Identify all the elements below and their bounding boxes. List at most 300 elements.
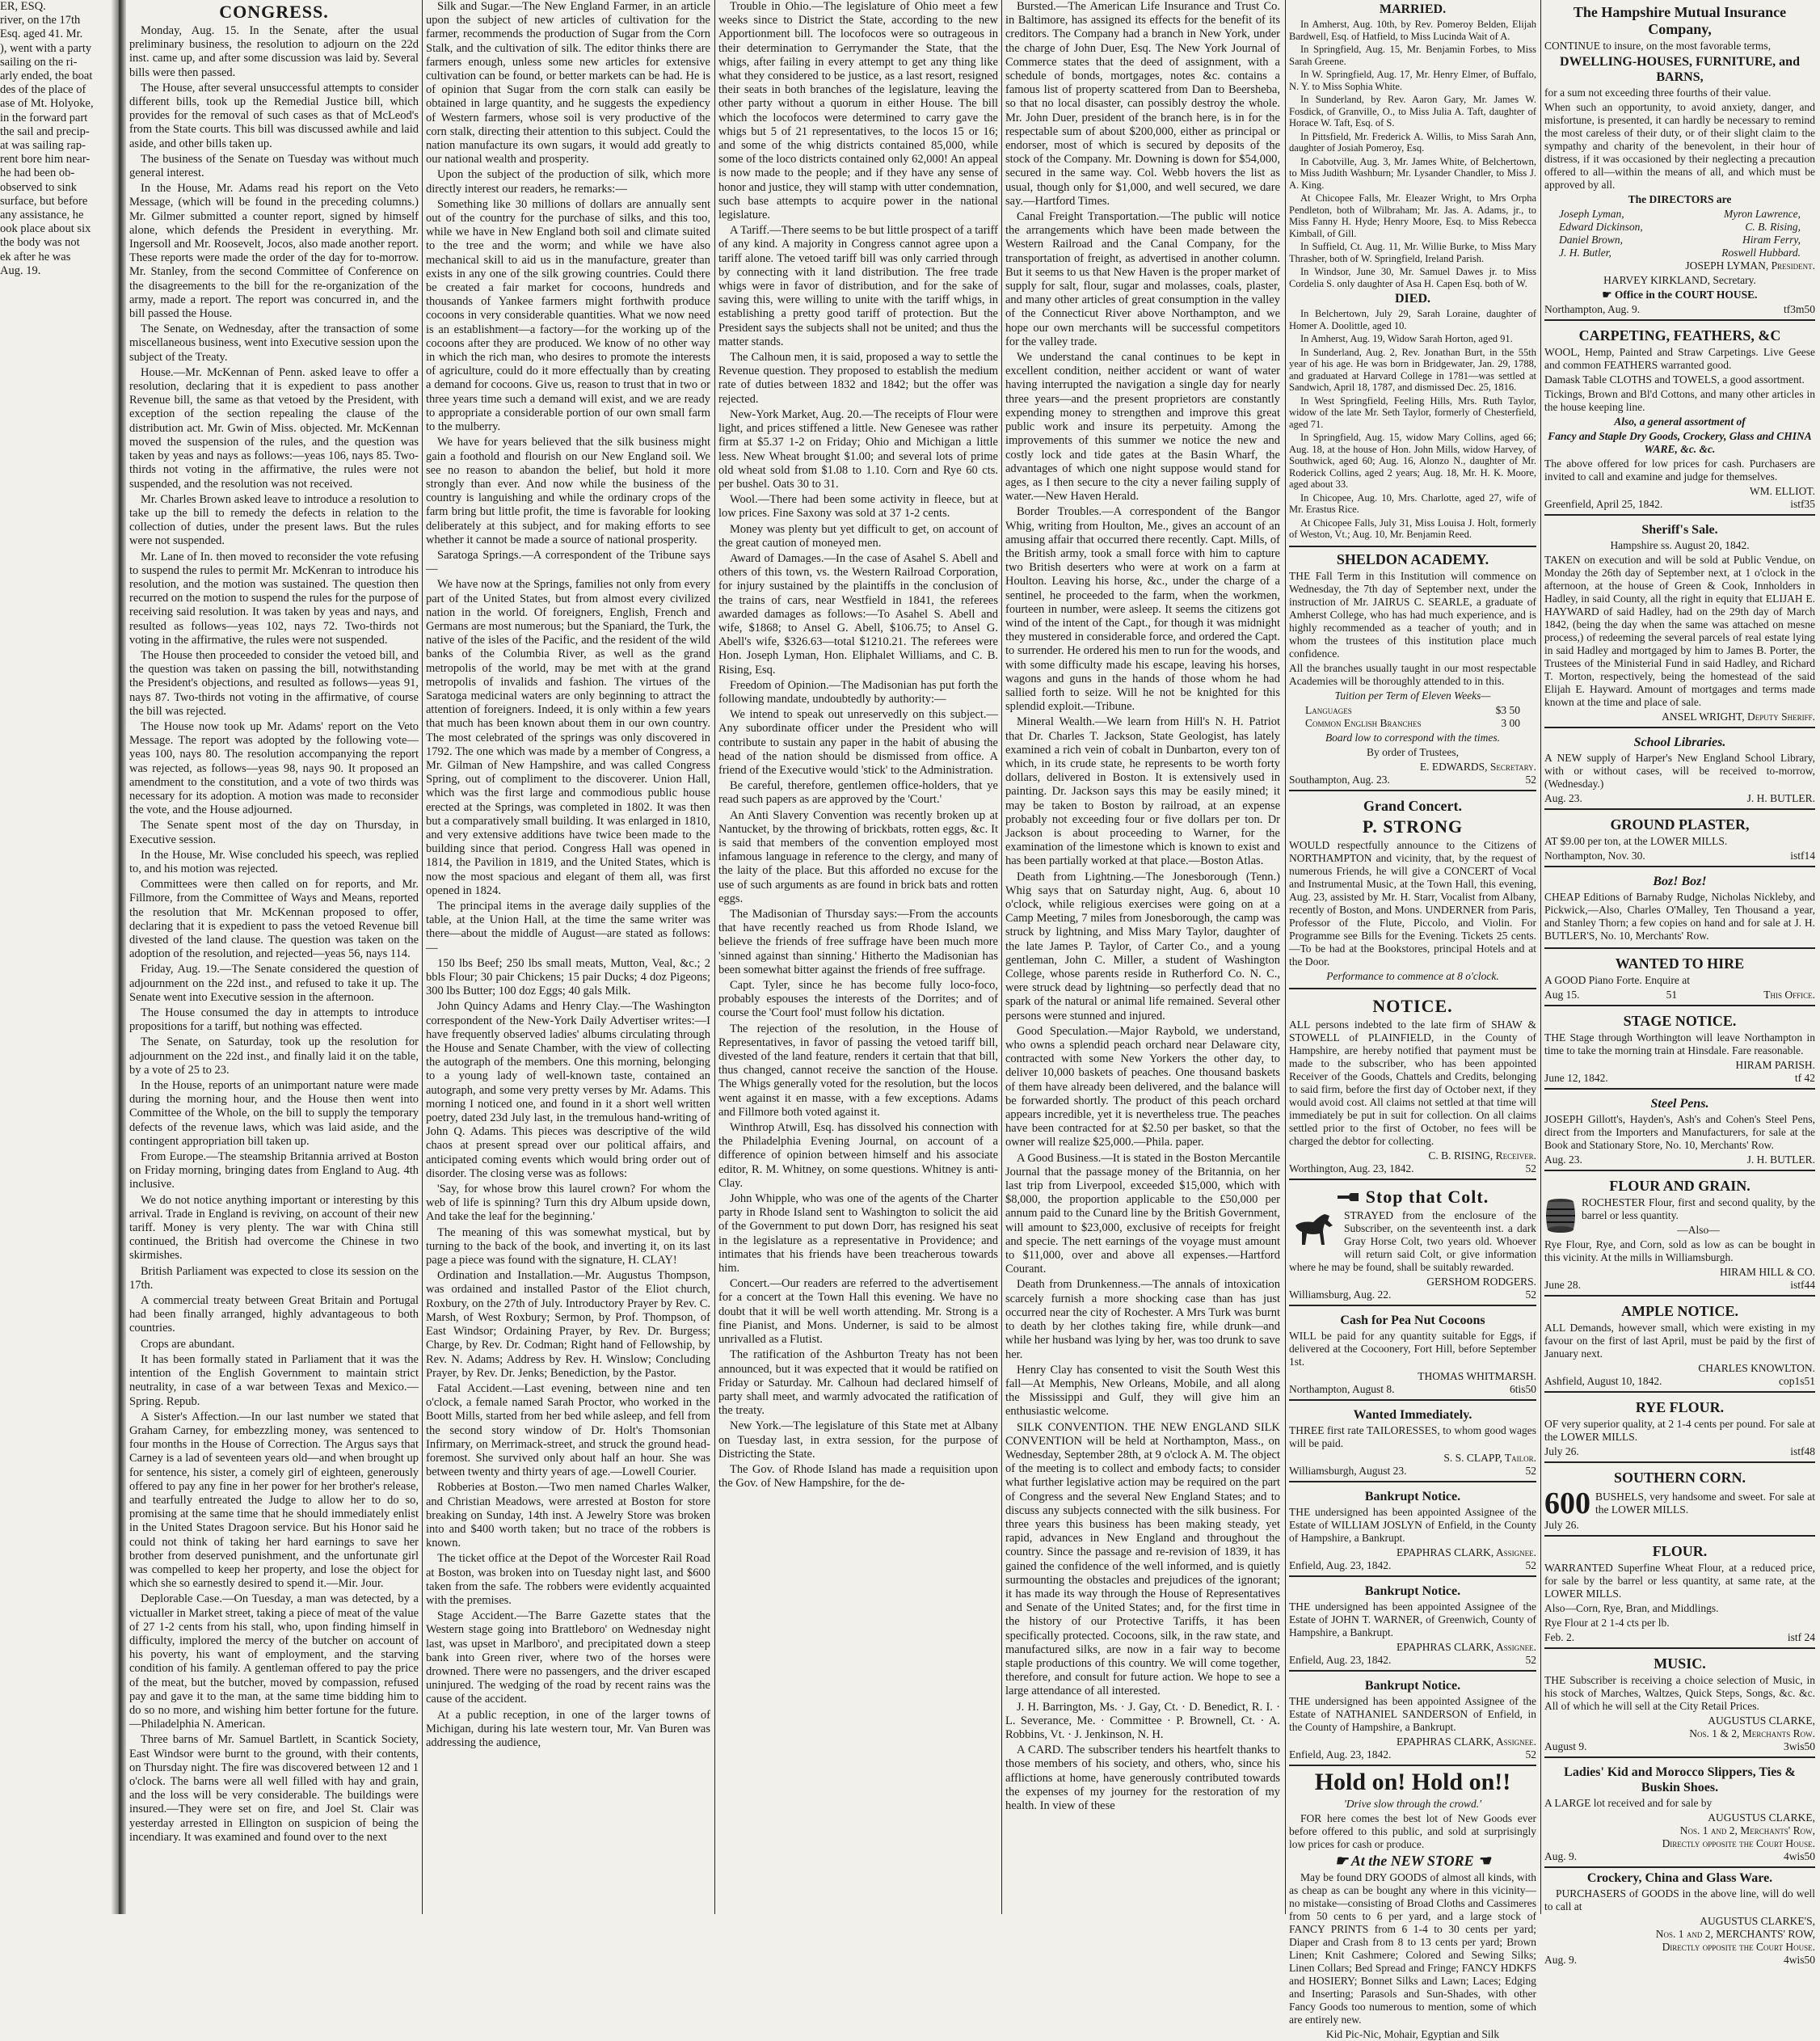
carpeting-body-6: The above offered for low prices for cash. Purchasers are invited to call and examine and judge for themselves. bbox=[1544, 458, 1815, 483]
bankrupt-place: Enfield, Aug. 23, 1842. bbox=[1289, 1558, 1392, 1571]
article-paragraph: The House consumed the day in attempts to introduce propositions for a tariff, but nothing was effected. bbox=[129, 1006, 419, 1034]
notice-num: 52 bbox=[1525, 1162, 1536, 1174]
bankrupt-body: THE undersigned has been appointed Assignee of the Estate of WILLIAM JOSLYN of Enfield, in the County of Hampshire, a Bankrupt. bbox=[1289, 1505, 1536, 1544]
article-paragraph: Ordination and Installation.—Mr. Augustus Thompson, was ordained and installed Pastor of the Eliot church, Roxbury, on the 27th of July. Introductory Prayer by Rev. C. Marsh, of West Roxbury; Sermon, by Prof. Thompson, of East Windsor; Ordaining Prayer, by Rev. Dr. Burgess; Charge, by Rev. Dr. Codman; Right hand of Fellowship, by Rev. N. Adams; Address by Rev. H. Winslow; Concluding Prayer, by Rev. Dr. Jenks; Benediction, by the Pastor. bbox=[426, 1269, 710, 1380]
fragment-line: river, on the 17th bbox=[0, 14, 81, 27]
music-ad bbox=[1544, 1651, 1815, 1758]
ohio-articles bbox=[718, 0, 998, 1491]
fragment-line: the sail and precip- bbox=[0, 124, 90, 138]
marriage-notice: In W. Springfield, Aug. 17, Mr. Henry Elmer, of Buffalo, N. Y. to Miss Sophia White. bbox=[1289, 69, 1536, 92]
article-paragraph: Wool.—There had been some activity in fleece, but at low prices. Fine Saxony was sold at 37 1-2 cents. bbox=[718, 493, 998, 521]
wanted-num: 52 bbox=[1525, 1464, 1536, 1477]
fragment-line: rent bore him near- bbox=[0, 153, 91, 167]
wanted-place: Williamsburgh, August 23. bbox=[1289, 1464, 1407, 1477]
article-paragraph: Monday, Aug. 15. In the Senate, after the usual preliminary business, the resolution to adjourn on the 22d inst. came up, and after some discussion was laid by. Several bills were then passed. bbox=[129, 24, 419, 79]
hire-office: This Office. bbox=[1763, 989, 1815, 1001]
tuition-value: $3 50 bbox=[1495, 703, 1520, 716]
fragment-line: Aug. 19. bbox=[0, 264, 41, 277]
flour-grain-also: —Also— bbox=[1677, 1224, 1720, 1236]
article-paragraph: We intend to speak out unreservedly on this subject.—Any subordinate officer under the President who will contribute to sustain any paper in the habit of abusing the head of the nation should be dismissed from office. A friend of the Executive would 'stick' to the Administration. bbox=[718, 708, 998, 777]
article-paragraph: The ticket office at the Depot of the Worcester Rail Road at Boston, was broken into on Tuesday night last, and $600 taken from the safe. The robbers were evidently acquainted with the premises. bbox=[426, 1552, 710, 1607]
director-name: Roswell Hubbard. bbox=[1721, 247, 1801, 259]
death-notice: In Springfield, Aug. 15, widow Mary Collins, aged 66; Aug. 18, at the house of Hon. John Mills, widow Harvey, of Southwick, aged 60; Aug. 16, Alonzo N., daughter of Mr. Roderick Collins, aged 2 years; Aug. 18, Mr. H. K. Moore, aged about 33. bbox=[1289, 432, 1536, 490]
article-paragraph: The Senate, on Wednesday, after the transaction of some miscellaneous business, went into Executive session upon the subject of the Treaty. bbox=[129, 323, 419, 364]
barrel-icon bbox=[1544, 1198, 1577, 1233]
congress-heading: CONGRESS. bbox=[219, 2, 329, 22]
hold-on-title: Hold on! Hold on!! bbox=[1314, 1768, 1511, 1795]
insurance-president: JOSEPH LYMAN, President. bbox=[1685, 259, 1815, 272]
bursted-articles bbox=[1005, 0, 1280, 1813]
stage-place: June 12, 1842. bbox=[1544, 1072, 1608, 1084]
corn-ad bbox=[1544, 1465, 1815, 1537]
cocoons-signature: THOMAS WHITMARSH. bbox=[1418, 1369, 1536, 1382]
ladies-address: Nos. 1 and 2, Merchants' Row, bbox=[1679, 1824, 1815, 1836]
director-name: Hiram Ferry, bbox=[1742, 234, 1801, 246]
sheriff-dateline: Hampshire ss. August 20, 1842. bbox=[1610, 539, 1750, 551]
boz-ad bbox=[1544, 870, 1815, 949]
death-notice: In Belchertown, July 29, Sarah Loraine, daughter of Homer A. Doolittle, aged 10. bbox=[1289, 308, 1536, 331]
article-paragraph: We have now at the Springs, families not only from every part of the United States, but from almost every civilized nation in the world. Of foreigners, English, French and Germans are most numerous; but the Spaniard, the Turk, the native of the isles of the Pacific, and the resident of the wild banks of the Columbia River, as well as the grand metropolis of the world, may be met with at the grand metropolis of invalids and fashion. The virtues of the Saratoga medicinal waters are only beginning to attract the attention of foreigners. Indeed, it is only within a few years that much has been known about them in our own country. The most celebrated of the springs was only discovered in 1792. The one which was made by a member of Congress, a Mr. Gilman of New Hampshire, and was called Congress Spring, out of compliment to the discoverer. Union Hall, which was the first large and commodious public house erected at the Springs, was completed in 1802. It was then but a comparatively small building. It was enlarged in 1810, and very extensive additions have twice been made to the building since that period. Congress Hall was opened in 1814, the Pavilion in 1819, and the United States, which is now the most spacious and elegant of them all, was first opened in 1824. bbox=[426, 578, 710, 897]
article-paragraph: In the House, Mr. Wise concluded his speech, was replied to, and his motion was rejected. bbox=[129, 848, 419, 875]
crockery-title: Crockery, China and Glass Ware. bbox=[1586, 1871, 1773, 1885]
left-fragment-column bbox=[0, 0, 110, 1914]
death-notice: In West Springfield, Feeling Hills, Mrs. Ruth Taylor, widow of the late Mr. Seth Taylor, formerly of Chesterfield, aged 71. bbox=[1289, 394, 1536, 430]
insurance-secretary: HARVEY KIRKLAND, Secretary. bbox=[1603, 274, 1756, 286]
boz-title: Boz! Boz! bbox=[1653, 875, 1707, 888]
new-store-heading bbox=[1289, 1853, 1536, 1870]
article-paragraph: Friday, Aug. 19.—The Senate considered the question of adjournment on the 22d inst., and refused to take it up. The Senate went into Executive session in the afternoon. bbox=[129, 963, 419, 1004]
sheriff-title: Sheriff's Sale. bbox=[1641, 523, 1718, 537]
carpeting-body-5: Fancy and Staple Dry Goods, Crockery, Glass and CHINA WARE, &c. &c. bbox=[1548, 430, 1812, 455]
pointing-hand-icon: ☛ bbox=[1334, 1852, 1351, 1869]
bankrupt-num: 52 bbox=[1525, 1558, 1536, 1571]
carpeting-title: CARPETING, FEATHERS, &C bbox=[1578, 327, 1781, 344]
flour-place: Feb. 2. bbox=[1544, 1631, 1575, 1643]
married-list bbox=[1289, 19, 1536, 289]
school-signature: J. H. BUTLER. bbox=[1746, 792, 1815, 804]
hold-on-body-2: May be found DRY GOODS of almost all kinds, with as cheap as can be bought any where in this vicinity—no mistake—consisting of Broad Cloths and Cassimeres from 50 cents to 6 per yard, and a large stock of FANCY PRINTS from 6 1-4 to 30 cents per yard; Diaper and Crash from 8 to 13 cents per yard; Brown Linen; Knit Cashmere; Colored and Sewing Silks; Linen Collars; Bed Spread and Fringe; FANCY HDKFS and HOSIERY; Bonnet Silks and Lawn; Laces; Edging and Inserting; Parasols and Sun-Shades, with other Fancy Goods too numerous to mention, some of which are entirely new. bbox=[1289, 1870, 1536, 2026]
flour-grain-body-1: ROCHESTER Flour, first and second quality, by the barrel or less quantity. bbox=[1582, 1196, 1815, 1221]
article-paragraph: New York.—The legislature of this State met at Albany on Tuesday last, in extra session, for the purpose of Districting the State. bbox=[718, 1419, 998, 1461]
marriage-notice: At Chicopee Falls, Mr. Eleazer Wright, to Mrs Orpha Pendleton, both of Wilbraham; Mr. Jas. A. Adams, jr., to Miss Fanny H. Hyde; Henry Moore, Esq. to Miss Rebecca Kimball, of Gill. bbox=[1289, 192, 1536, 239]
pens-title: Steel Pens. bbox=[1650, 1097, 1709, 1111]
crockery-footer bbox=[1544, 1954, 1815, 1967]
plaster-body: AT $9.00 per ton, at the LOWER MILLS. bbox=[1544, 835, 1728, 847]
insurance-body-2: DWELLING-HOUSES, FURNITURE, and BARNS, bbox=[1560, 55, 1800, 84]
marriage-notice: In Cabotville, Aug. 3, Mr. James White, of Belchertown, to Miss Judith Washburn; Mr. Lysander Chandler, to Miss J. A. King. bbox=[1289, 155, 1536, 191]
concert-title: Grand Concert. bbox=[1363, 797, 1462, 814]
school-footer bbox=[1544, 792, 1815, 805]
article-paragraph: Canal Freight Transportation.—The public will notice the arrangements which have been made between the Western Railroad and the Canal Company, for the transportation of freight, as advertised in another column. But it seems to us that New Haven is the proper market of supply for salt, flour, sugar and molasses, coals, plaster, and many other articles of great consumption in the valley of the Connecticut River above Northampton, and we hope our own merchants will be successful competitors for the valley trade. bbox=[1005, 210, 1280, 348]
article-paragraph: We have for years believed that the silk business might gain a foothold and flourish on our New England soil. We see no reason to abandon the belief, but hold it more strongly than ever. And now while the business of the country is languishing and while the ordinary crops of the farm bring but little profit, the time is favorable for looking deliberately at this subject, and for making efforts to see whether it cannot be made a source of national prosperity. bbox=[426, 436, 710, 546]
bankrupt-signature: EPAPHRAS CLARK, Assignee. bbox=[1396, 1735, 1536, 1748]
plaster-place: Northampton, Nov. 30. bbox=[1544, 850, 1645, 862]
article-paragraph: Upon the subject of the production of silk, which more directly interest our readers, he remarks:— bbox=[426, 168, 710, 196]
cocoons-title: Cash for Pea Nut Cocoons bbox=[1340, 1313, 1485, 1327]
article-paragraph: The Senate, on Saturday, took up the resolution for adjournment on the 22d inst., and finally laid it on the table, by a vote of 25 to 23. bbox=[129, 1035, 419, 1077]
insurance-office bbox=[1544, 289, 1815, 302]
stage-ad bbox=[1544, 1009, 1815, 1090]
pens-body: JOSEPH Gillott's, Hayden's, Ash's and Cohen's Steel Pens, direct from the Importers and Manufacturers, for sale at the Book and Stationary Store, No. 10, Merchants' Row. bbox=[1544, 1113, 1815, 1151]
pens-signature: J. H. BUTLER. bbox=[1746, 1153, 1815, 1166]
crockery-ad bbox=[1544, 1870, 1815, 1967]
board-note: Board low to correspond with the times. bbox=[1325, 731, 1501, 744]
colt-header bbox=[1289, 1185, 1536, 1209]
sheriff-signature: ANSEL WRIGHT, Deputy Sheriff. bbox=[1662, 711, 1815, 723]
pens-place: Aug. 23. bbox=[1544, 1153, 1582, 1166]
directors-title: The DIRECTORS are bbox=[1628, 193, 1732, 205]
insurance-footer bbox=[1544, 303, 1815, 316]
director-name: Joseph Lyman, bbox=[1559, 208, 1624, 220]
director-row bbox=[1544, 208, 1815, 221]
article-paragraph: A commercial treaty between Great Britain and Portugal had been finally arranged, highly advantageous to both countries. bbox=[129, 1294, 419, 1335]
school-body: A NEW supply of Harper's New England School Library, with or without cases, will be received to-morrow, (Wednesday.) bbox=[1544, 752, 1815, 790]
marriage-notice: In Springfield, Aug. 15, Mr. Benjamin Forbes, to Miss Sarah Greene. bbox=[1289, 44, 1536, 67]
column-rule bbox=[714, 0, 715, 1914]
article-paragraph: An Anti Slavery Convention was recently broken up at Nantucket, by the throwing of brickbats, rotten eggs, &c. It is said that members of the convention employed most infamous language in reference to the clergy, and many of the laity of the place. But this afforded no excuse for the use of such arguments as are found in brick bats and rotten eggs. bbox=[718, 808, 998, 905]
ladies-num: 4wis50 bbox=[1783, 1850, 1815, 1862]
crockery-direction: Directly opposite the Court House. bbox=[1662, 1941, 1815, 1953]
article-paragraph: A CARD. The subscriber tenders his heartfelt thanks to those members of his society, and others, who, since his afflictions at home, have generously contributed towards the expenses of my journey for the restoration of my health. In view of these bbox=[1005, 1744, 1280, 1812]
bankrupt-signature: EPAPHRAS CLARK, Assignee. bbox=[1396, 1640, 1536, 1653]
article-paragraph: The ratification of the Ashburton Treaty has not been announced, but it was expected that it would be ratified on Friday or Saturday. Mr. Calhoun had declared himself of party shall meet, and warmly advocated the ratification of the treaty. bbox=[718, 1348, 998, 1418]
article-paragraph: Henry Clay has consented to visit the South West this fall—At Memphis, New Orleans, Mobile, and all along the Mississippi and Gulf, they will give him an enthusiastic welcome. bbox=[1005, 1363, 1280, 1419]
director-row bbox=[1544, 234, 1815, 247]
bankrupt-body: THE undersigned has been appointed Assignee of the Estate of JOHN T. WARNER, of Greenwich, County of Hampshire, a Bankrupt. bbox=[1289, 1600, 1536, 1638]
marriage-notice: In Sunderland, by Rev. Aaron Gary, Mr. James W. Fosdick, of Granville, O., to Miss Julia A. Taft, daughter of Horace W. Taft, Esq. of S. bbox=[1289, 94, 1536, 129]
carpeting-signature: WM. ELLIOT. bbox=[1749, 485, 1815, 497]
carpeting-place: Greenfield, April 25, 1842. bbox=[1544, 498, 1663, 510]
school-title: School Libraries. bbox=[1633, 736, 1726, 749]
tuition-title: Tuition per Term of Eleven Weeks— bbox=[1334, 689, 1491, 702]
death-notice: In Amherst, Aug. 19, Widow Sarah Horton, aged 91. bbox=[1300, 333, 1513, 344]
plaster-num: istf14 bbox=[1790, 850, 1815, 862]
director-name: C. B. Rising, bbox=[1745, 221, 1801, 233]
music-address: Nos. 1 & 2, Merchants Row. bbox=[1689, 1727, 1815, 1739]
school-place: Aug. 23. bbox=[1544, 792, 1582, 804]
rye-place: July 26. bbox=[1544, 1445, 1579, 1457]
flour-footer bbox=[1544, 1631, 1815, 1644]
stage-signature: HIRAM PARISH. bbox=[1735, 1059, 1815, 1071]
concert-ad bbox=[1289, 794, 1536, 989]
corn-body: BUSHELS, very handsome and sweet. For sale at the LOWER MILLS. bbox=[1595, 1491, 1815, 1516]
new-store-label: At the NEW STORE bbox=[1350, 1852, 1474, 1869]
boz-body: CHEAP Editions of Barnaby Rudge, Nicholas Nickleby, and Pickwick,—Also, Charles O'Malley, Ten Thousand a year, and Stanley Thorn; a few copies on hand and for sale at J. H. BUTLER'S, No. 10, Merchants' Row. bbox=[1544, 891, 1815, 942]
director-name: Myron Lawrence, bbox=[1724, 208, 1801, 220]
column-rule bbox=[422, 0, 423, 1914]
ladies-footer bbox=[1544, 1850, 1815, 1863]
horse-icon bbox=[1289, 1211, 1339, 1248]
carpeting-num: istf35 bbox=[1790, 498, 1815, 510]
insurance-body-4: When such an opportunity, to avoid anxiety, danger, and misfortune, is presented, it can hardly be necessary to remind the most careless of their duty, or of their slight claim to the sympathy and charity of the benevolent, in their hour of distress, if it was occasioned by their neglecting a precaution offered to all—within the means of all, and which must be approved by all. bbox=[1544, 101, 1815, 191]
notice-place: Worthington, Aug. 23, 1842. bbox=[1289, 1162, 1414, 1174]
article-paragraph: John Quincy Adams and Henry Clay.—The Washington correspondent of the New-York Daily Advertiser writes:—I have frequently observed ladies' albums circulating through the House and Senate Chamber, with the view of collecting the autograph of the members. One this morning, belonging to a young lady of well-known taste, contained an autograph, and some very pretty verses by Mr. Adams. This morning I noticed one, and found in it a short well written poetry, dated 23d July last, in the tremulous hand-writing of John Q. Adams. This pieces was descriptive of the wild chaos at present spread over our political affairs, and anticipated coming events which would bring order out of disorder. The closing verse was as follows: bbox=[426, 1000, 710, 1180]
article-paragraph: Three barns of Mr. Samuel Bartlett, in Scantick Society, East Windsor were burnt to the ground, with their contents, on Thursday night. The fire was discovered between 12 and 1 o'clock. The barns were all well filled with hay and grain, and the loss will be very considerable. The buildings were insured.—They were set on fire, and Joel St. Clair was yesterday arrested in Ellington on suspicion of being the incendiary. It was examined and found over to the next bbox=[129, 1733, 419, 1844]
ample-ad bbox=[1544, 1299, 1815, 1393]
article-paragraph: Crops are abundant. bbox=[141, 1337, 235, 1351]
flour-grain-footer bbox=[1544, 1279, 1815, 1292]
flour-grain-num: istf44 bbox=[1790, 1279, 1815, 1291]
carpeting-body-3: Tickings, Brown and Bl'd Cottons, and many other articles in the house keeping line. bbox=[1544, 388, 1815, 413]
flour-body: WARRANTED Superfine Wheat Flour, at a reduced price, for sale by the barrel or less quantity, at same rate, at the LOWER MILLS. bbox=[1544, 1562, 1815, 1600]
director-name: Edward Dickinson, bbox=[1559, 221, 1643, 233]
article-paragraph: Committees were then called on for reports, and Mr. Fillmore, from the Committee of Ways and Means, reported the resolution that Mr. McKennan proposed to offer, declaring that it is expedient to pass the vetoed Revenue bill divested of the land clause. The question was taken on the adoption of the resolution, and rejected—yeas 56, nays 114. bbox=[129, 878, 419, 961]
school-ad bbox=[1544, 731, 1815, 810]
article-paragraph: 150 lbs Beef; 250 lbs small meats, Mutton, Veal, &c.; 2 bbls Flour; 30 pair Chickens; 15 pair Ducks; 4 doz Pigeons; 300 lbs Butter; 100 doz Eggs; 40 gals Milk. bbox=[426, 956, 710, 998]
married-column bbox=[1289, 0, 1536, 2040]
article-paragraph: Silk and Sugar.—The New England Farmer, in an article upon the subject of new articles of cultivation for the farmer, recommends the production of Sugar from the Corn Stalk, and the cultivation of silk. The editor thinks there are farmers enough, unless some new articles for extensive cultivation can be found, or better markets can be had. He is of opinion that Sugar from the corn stalk can easily be obtained in large quantity, and he suggests the expediency of Western farmers, whose soil is very productive of the corn stalk, directing their attention to this subject. Could the nation manufacture its own sugars, it would add greatly to our national wealth and prosperity. bbox=[426, 0, 710, 167]
music-title: MUSIC. bbox=[1654, 1655, 1706, 1672]
pointing-hand-icon bbox=[1337, 1191, 1361, 1204]
notice-title: NOTICE. bbox=[1372, 995, 1453, 1016]
crockery-num: 4wis50 bbox=[1783, 1954, 1815, 1966]
ohio-column bbox=[718, 0, 998, 1914]
music-footer bbox=[1544, 1740, 1815, 1753]
bankrupt-num: 52 bbox=[1525, 1748, 1536, 1761]
director-name: Daniel Brown, bbox=[1559, 234, 1623, 246]
flour-also: Also—Corn, Rye, Bran, and Middlings. bbox=[1544, 1602, 1719, 1614]
article-paragraph: A Good Business.—It is stated in the Boston Mercantile Journal that the passage money of the Britannia, on her last trip from Liverpool, exceeded $15,000, which with $8,000, the proportion applicable to the £50,000 per annum paid to the Cunard line by the British Government, will amount to $23,000, exclusive of receipts for freight and specie. The nett earnings of the voyage must amount to $11,000, over and above all expenses.—Hartford Courant. bbox=[1005, 1151, 1280, 1276]
article-paragraph: The Calhoun men, it is said, proposed a way to settle the Revenue question. They proposed to establish the medium rate of duties between 1832 and 1842; but the offer was rejected. bbox=[718, 351, 998, 406]
concert-footer: Performance to commence at 8 o'clock. bbox=[1326, 969, 1499, 982]
bursted-column bbox=[1005, 0, 1280, 1914]
hire-place: Aug 15. bbox=[1544, 989, 1580, 1001]
colt-num: 52 bbox=[1525, 1288, 1536, 1301]
article-paragraph: We understand the canal continues to be kept in excellent condition, neither accident or want of water having interrupted the navigation a single day for nearly three years—and the present proprietors are constantly expending money to strengthen and improve this great public work and insure its perpetuity. Among the improvements of this summer we notice the new and costly lock and tide gates at the Basin Wharf, the advantages of which one night suppose would stand for ages, as I then secure to the city a never failing supply of water.—New Haven Herald. bbox=[1005, 351, 1280, 504]
marriage-notice: In Windsor, June 30, Mr. Samuel Dawes jr. to Miss Cordelia S. only daughter of Asa H. Capen Esq. both of W. bbox=[1289, 266, 1536, 289]
marriage-notice: In Amherst, Aug. 10th, by Rev. Pomeroy Belden, Elijah Bardwell, Esq. of Hatfield, to Miss Lucinda Wait of A. bbox=[1289, 19, 1536, 42]
death-notice: At Chicopee Falls, July 31, Miss Louisa J. Holt, formerly of Weston, Vt.; Aug. 10, Mr. Benjamin Reed. bbox=[1289, 517, 1536, 540]
fragment-line: arly ended, the boat bbox=[0, 70, 93, 83]
congress-articles bbox=[129, 24, 419, 1845]
rye-title: RYE FLOUR. bbox=[1635, 1399, 1725, 1415]
hold-on-last: Kid Pic-Nic, Mohair, Egyptian and Silk bbox=[1325, 2027, 1500, 2040]
crockery-address: Nos. 1 and 2, MERCHANTS' ROW, bbox=[1655, 1928, 1815, 1940]
flour-num: istf 24 bbox=[1787, 1631, 1815, 1643]
hold-on-ad bbox=[1289, 1769, 1536, 2041]
article-paragraph: 'Say, for whose brow this laurel crown? For whom the web of life is spinning? Turn this dry Album upside down, And take the leaf for the beginning.' bbox=[426, 1183, 710, 1224]
cocoons-body: WILL be paid for any quantity suitable for Eggs, if delivered at the Cocoonery, Fort Hill, before September 1st. bbox=[1289, 1329, 1536, 1368]
bankrupt-ad-3 bbox=[1289, 1674, 1536, 1766]
hire-ad bbox=[1544, 951, 1815, 1006]
sheldon-footer bbox=[1289, 774, 1536, 786]
fragment-line: at was sailing rap- bbox=[0, 139, 86, 153]
fragment-line: any assistance, he bbox=[0, 209, 84, 222]
rye-footer bbox=[1544, 1445, 1815, 1458]
hire-body: A GOOD Piano Forte. Enquire at bbox=[1544, 974, 1690, 986]
concert-body: WOULD respectfully announce to the Citizens of NORTHAMPTON and vicinity, that, by the request of numerous Friends, he will give a CONCERT of Vocal and Instrumental Music, at the Town Hall, this evening, Aug. 23, assisted by Mr. H. Starr, Vocalist from Albany, recently of Boston, and Mons. UNDERNER from Paris, Professor of the Flute, Piccolo, and Violin. For Programme see Bills for the Evening. Tickets 25 cents.—To be had at the Bookstores, principal Hotels and at the Door. bbox=[1289, 838, 1536, 968]
article-paragraph: In the House, Mr. Adams read his report on the Veto Message, (which will be found in the preceding columns.) Mr. Gilmer submitted a counter report, signed by himself alone, which defends the President in everything. Mr. Ingersoll and Mr. Roosevelt, Jocos, also made another report. These reports were made the order of the day for to-morrow. Mr. Stanley, from the second Committee of Conference on the disagreements to the bill for the re-organization of the army, made a report. The report was concurred in, and the bill passed the House. bbox=[129, 182, 419, 321]
sheldon-academy-ad bbox=[1289, 547, 1536, 791]
article-paragraph: Freedom of Opinion.—The Madisonian has put forth the following mandate, undoubtedly by authority:— bbox=[718, 678, 998, 706]
right-ads-column bbox=[1544, 0, 1815, 1966]
sheldon-para-1: THE Fall Term in this Institution will commence on Wednesday, the 7th day of September next, under the instruction of Mr. JAIRUS C. SEARLE, a graduate of Amherst College, who has had much experience, and is highly recommended as a teacher of youth; and in whom the trustees of this institution place much confidence. bbox=[1289, 569, 1536, 660]
article-paragraph: Saratoga Springs.—A correspondent of the Tribune says— bbox=[426, 548, 710, 576]
article-paragraph: SILK CONVENTION. THE NEW ENGLAND SILK CONVENTION will be held at Northampton, Mass., on Wednesday, September 28th, at 9 o'clock A. M. The object of the meeting is to collect and embody facts; to consider what further legislative action may be required on the part of Congress and the several New England States; and to discuss any subjects connected with the silk business. For three years this business has been making steady, yet rapid, advances in New England and throughout the country. Since the passage and re-revision of 1839, it has gained the confidence of the well informed, and is quietly surmounting the obstacles and prejudices of the ignorant; it has made its way through the House of Representatives and Senate of the United States; and, for the first time in the history of our Protective Tariffs, it has been specifically protected. Cocoons, silk, in the raw state, and manufactured silks, are now in a fair way to become staple productions of this country. We will come together, therefore, and consult for future action. We hope to see a large attendance of all interested. bbox=[1005, 1420, 1280, 1698]
music-body: THE Subscriber is receiving a choice selection of Music, in his stock of Marches, Waltzes, Quick Steps, Songs, &c. &c. All of which he will sell at the City Retail Prices. bbox=[1544, 1674, 1815, 1712]
ladies-signature: AUGUSTUS CLARKE, bbox=[1708, 1811, 1815, 1824]
tuition-row bbox=[1289, 717, 1536, 730]
article-paragraph: The House, after several unsuccessful attempts to consider different bills, took up the Remedial Justice bill, which provides for the removal of such cases as that of McLeod's from the State courts. This bill was discussed awhile and laid aside, and other bills taken up. bbox=[129, 81, 419, 150]
article-paragraph: The rejection of the resolution, in the House of Representatives, in favor of passing the vetoed tariff bill, divested of the land feature, renders it certain that that bill, thus changed, cannot receive the sanction of the House. The Whigs generally voted for the resolution, but the locos went against it en masse, with a few exceptions. Adams and Fillmore both voted against it. bbox=[718, 1022, 998, 1119]
article-paragraph: A Tariff.—There seems to be but little prospect of a tariff of any kind. A majority in Congress cannot agree upon a tariff alone. The vetoed tariff bill was only carried through by connecting with it land distribution. The free trade whigs were in favor of distribution, and for the sake of saving this, were willing to unite with the tariff whigs, in establishing a pretty good tariff of protection. But the President says the subjects shall not be united; and thus the matter stands. bbox=[718, 224, 998, 348]
colt-title: Stop that Colt. bbox=[1365, 1186, 1489, 1207]
sheldon-num: 52 bbox=[1525, 773, 1536, 786]
cocoons-num: 6tis50 bbox=[1509, 1382, 1536, 1395]
bankrupt-footer bbox=[1289, 1559, 1536, 1572]
article-paragraph: A Sister's Affection.—In our last number we stated that Graham Carney, for embezzling money, was sentenced to four months in the House of Correction. The Argus says that Carney is a lad of seventeen years old—and when brought up for sentence, his sister, a comely girl of eighteen, generously offered to pay any fine in her power for her brother's release, and tearfully entreated the Judge to allow her to do so, promising at the same time that he should immediately enlist in the United States Dragoon service. But his Honor said he could not think of taking her hard earnings to save her brother from deserved punishment, and the unfortunate girl was compelled to keep her property, and lose the object for which she so earnestly desired to spend it.—Mir. Jour. bbox=[129, 1410, 419, 1591]
stage-title: STAGE NOTICE. bbox=[1623, 1013, 1737, 1029]
stage-num: tf 42 bbox=[1794, 1072, 1815, 1084]
hold-on-body-1: FOR here comes the best lot of New Goods ever before offered to this public, and sold at surprisingly low prices for cash or produce. bbox=[1289, 1811, 1536, 1850]
sheldon-place: Southampton, Aug. 23. bbox=[1289, 773, 1390, 786]
ladies-ad bbox=[1544, 1761, 1815, 1868]
died-list bbox=[1289, 308, 1536, 547]
article-paragraph: John Whipple, who was one of the agents of the Charter party in Rhode Island sent to Washington to solicit the aid of the Government to put down Dorr, has resigned his seat in the legislature as a representative in Providence; and intimates that his friends have been treacherous towards him. bbox=[718, 1192, 998, 1276]
wanted-title: Wanted Immediately. bbox=[1353, 1407, 1472, 1422]
fragment-line: ook place about six bbox=[0, 222, 91, 236]
flour-grain-signature: HIRAM HILL & CO. bbox=[1720, 1266, 1815, 1278]
flour-grain-title: FLOUR AND GRAIN. bbox=[1609, 1178, 1750, 1194]
silk-column bbox=[426, 0, 710, 1914]
article-paragraph: House.—Mr. McKennan of Penn. asked leave to offer a resolution, declaring that it is expedient to pass another Revenue bill, the same as that vetoed by the President, with exception of the section repealing the clause of the distribution act. Mr. Gwin of Miss. objected. Mr. McKennan moved the suspension of the rules, and the question was taken by yeas and nays as follows:—yeas 106, nays 85. Two-thirds not voting in the affirmative, the rules were not suspended, and the resolution was not received. bbox=[129, 365, 419, 491]
article-paragraph: Good Speculation.—Major Raybold, we understand, who owns a splendid peach orchard near Delaware city, contracted with some New Yorkers the other day, to deliver 10,000 baskets of peaches. One thousand baskets of them have already been delivered, and the balance will be forwarded shortly. The product of this peach orchard appears incredible, yet it is nevertheless true. The peaches have been contracted for at $2.50 per basket, so that the owner will realize $25,000.—Phila. paper. bbox=[1005, 1024, 1280, 1149]
plaster-title: GROUND PLASTER, bbox=[1610, 816, 1750, 833]
sheldon-signature: E. EDWARDS, Secretary. bbox=[1419, 760, 1536, 773]
rye-body: OF very superior quality, at 2 1-4 cents per pound. For sale at the LOWER MILLS. bbox=[1544, 1418, 1815, 1443]
binding-gutter bbox=[112, 0, 126, 1914]
directors-list bbox=[1544, 208, 1815, 259]
flour-title: FLOUR. bbox=[1652, 1543, 1708, 1559]
flour-grain-ad bbox=[1544, 1174, 1815, 1297]
ample-title: AMPLE NOTICE. bbox=[1620, 1303, 1738, 1319]
article-paragraph: Deplorable Case.—On Tuesday, a man was detected, by a victualler in Market street, taking a piece of meat of the value of 27 1-2 cents from his stall, who, upon finding himself in difficulty, implored the mercy of the butcher on account of his poverty, his want of employment, and the starving condition of his family. A gentleman offered to pay the price of the meat, but the butcher, moved by compassion, refused pay and gave it to the man, at the same time bidding him to do so no more, and wishing him better fortune for the future.—Philadelphia N. American. bbox=[129, 1592, 419, 1731]
pointing-hand-icon: ☛ bbox=[1602, 289, 1615, 301]
bankrupt-place: Enfield, Aug. 23, 1842. bbox=[1289, 1653, 1392, 1666]
article-paragraph: Something like 30 millions of dollars are annually sent out of the country for the purchase of silks, and this too, while we have in New England both soil and climate suited to the tree and the worm; and while we have also mechanical skill to aid us in the manufacture, greater than exists in any one of the silk growing countries. Could there be created a fair market for cocoons, hundreds and thousands of Yankee farmers might forthwith produce cocoons in very considerable quantities. What we now need is an establishment—a factory—for the working up of the cocoons after they are produced. We know of no other way in which the rich man, who desires to promote the interests of agriculture, could do it more effectually than by creating a demand for cocoons. Give us, reason to trust that in two or three years time such a demand will exist, and we are ready to appropriate a considerable portion of our own small farm to the mulberry. bbox=[426, 197, 710, 434]
article-paragraph: Be careful, therefore, gentlemen office-holders, that ye read such papers as are approved by the 'Court.' bbox=[718, 779, 998, 807]
article-paragraph: The Senate spent most of the day on Thursday, in Executive session. bbox=[129, 819, 419, 846]
insurance-place: Northampton, Aug. 9. bbox=[1544, 303, 1641, 315]
insurance-num: tf3m50 bbox=[1784, 303, 1815, 315]
article-paragraph: The meaning of this was somewhat mystical, but by turning to the back of the book, and inverting it, on its last page a piece was found with the signature, H. CLAY! bbox=[426, 1225, 710, 1267]
fragment-line: observed to sink bbox=[0, 180, 78, 194]
crockery-signature: AUGUSTUS CLARKE'S, bbox=[1700, 1915, 1815, 1927]
fragment-line: he had been ob- bbox=[0, 167, 75, 180]
tuition-label: Common English Branches bbox=[1305, 716, 1422, 729]
article-paragraph: J. H. Barrington, Ms. · J. Gay, Ct. · D. Benedict, R. I. · L. Severance, Me. · Committee · P. Brownell, Ct. · A. Robbins, Vt. · J. Jenkinson, N. H. bbox=[1005, 1700, 1280, 1741]
article-paragraph: The House now took up Mr. Adams' report on the Veto Message. The report was adopted by the following vote—yeas 100, nays 80. The resolution accompanying the report was rejected, as follows—yeas 98, nays 90. It proposed an amendment to the constitution, and a vote of two thirds was necessary for its adoption. A motion was made to reconsider the vote, and the House adjourned. bbox=[129, 719, 419, 817]
insurance-body-1: CONTINUE to insure, on the most favorable terms, bbox=[1544, 40, 1772, 52]
fragment-line: ase of Mt. Holyoke, bbox=[0, 97, 94, 111]
ample-num: cop1s51 bbox=[1779, 1375, 1815, 1387]
article-paragraph: Death from Lightning.—The Jonesborough (Tenn.) Whig says that on Saturday night, Aug. 6, about 10 o'clock, while religious exercises were going on at a Camp Meeting, 7 miles from Jonesborough, the camp was struck by lightning, and Miss Mary Taylor, daughter of the late James P. Taylor, of Carter Co., and a young gentleman, John C. Miller, a student of Washington College, whose parents reside in Rutherford Co. N. C., were struck dead by lightning—so perfectly dead that no spark of the natural or animal life remained. Several other persons were stunned and injured. bbox=[1005, 870, 1280, 1023]
article-paragraph: It has been formally stated in Parliament that it was the intention of the English Government to maintain strict neutrality, in case of a war between Texas and Mexico.—Spring. Repub. bbox=[129, 1352, 419, 1408]
ladies-direction: Directly opposite the Court House. bbox=[1662, 1837, 1815, 1849]
tuition-value: 3 00 bbox=[1501, 716, 1520, 729]
fragment-line: in the forward part bbox=[0, 111, 88, 124]
sheriff-ad bbox=[1544, 518, 1815, 728]
article-paragraph: Robberies at Boston.—Two men named Charles Walker, and Christian Meadows, were arrested at Boston for store breaking on Sunday, 14th inst. A Jewelry Store was broken into and $400 worth taken; but no trace of the robbers is known. bbox=[426, 1481, 710, 1550]
colt-place: Williamsburg, Aug. 22. bbox=[1289, 1288, 1392, 1301]
notice-signature: C. B. RISING, Receiver. bbox=[1428, 1149, 1536, 1162]
column-rule bbox=[1285, 0, 1286, 1914]
bankrupt-title: Bankrupt Notice. bbox=[1364, 1678, 1461, 1693]
fragment-line: surface, but before bbox=[0, 194, 88, 208]
plaster-ad bbox=[1544, 812, 1815, 867]
flour-rye: Rye Flour at 2 1-4 cts per lb. bbox=[1544, 1617, 1670, 1629]
column-rule bbox=[1001, 0, 1002, 1914]
article-paragraph: Border Troubles.—A correspondent of the Bangor Whig, writing from Houlton, Me., gives an account of an amusing affair that occurred there recently. Capt. Mills, of the British army, took a small force with him to capture two British deserters who were at work on a farm at Houlton. Leaving his horse, &c., under the charge of a sentinel, he proceeded to the farm, when the workmen, fourteen in number, were asleep. It seems the citizens got wind of the intent of the Capt., for though it was midnight they mustered in considerable force, and ordered the Capt. to surrender. He ordered his men to run for the woods, and with some difficulty made his escape, leaving his horses, wagons and guns in the hands of those whom he had sallied forth to seize. Will he not be knighted for this splendid exploit.—Tribune. bbox=[1005, 505, 1280, 714]
concert-performer: P. STRONG bbox=[1362, 816, 1464, 837]
article-paragraph: Trouble in Ohio.—The legislature of Ohio meet a few weeks since to District the State, according to the new Apportionment bill. The locofocos were so outrageous in their determination to Gerrymander the State, that the whigs, after failing in every attempt to get any thing like what they considered to be justice, as a last resort, resigned their seats in both branches of the legislature, leaving the other party without a quorum in either House. The bill which the locofocos were determined to carry gave the whigs but 5 of 21 representatives, to the locos 15 or 16; and some of the whig districts contained 85,000, while some of the loco districts contained only 62,000! An appeal is now made to the people; and if they have any sense of honor and justice, they will stamp with utter condemnation, such base attempts to acquire power in the national legislature. bbox=[718, 0, 998, 222]
fragment-line: des of the place of bbox=[0, 83, 86, 97]
insurance-body-3: for a sum not exceeding three fourths of their value. bbox=[1544, 86, 1772, 99]
director-row bbox=[1544, 221, 1815, 234]
flour-grain-place: June 28. bbox=[1544, 1279, 1581, 1291]
flour-grain-body-2: Rye Flour, Rye, and Corn, sold as low as can be bought in this vicinity. At the mills in Williamsburgh. bbox=[1544, 1238, 1815, 1263]
congress-column bbox=[129, 0, 419, 1914]
bankrupt-footer bbox=[1289, 1748, 1536, 1761]
insurance-ad bbox=[1544, 0, 1815, 321]
hold-on-subtitle: 'Drive slow through the crowd.' bbox=[1343, 1797, 1482, 1810]
insurance-title: The Hampshire Mutual Insurance Company, bbox=[1573, 4, 1787, 37]
director-name: J. H. Butler, bbox=[1559, 247, 1611, 259]
article-paragraph: The business of the Senate on Tuesday was without much general interest. bbox=[129, 152, 419, 180]
column-rule bbox=[1540, 0, 1541, 1914]
ample-footer bbox=[1544, 1375, 1815, 1388]
pens-footer bbox=[1544, 1153, 1815, 1166]
death-notice: In Chicopee, Aug. 10, Mrs. Charlotte, aged 27, wife of Mr. Erastus Rice. bbox=[1289, 491, 1536, 515]
fragment-line: ek after he was bbox=[0, 250, 71, 264]
death-notice: In Sunderland, Aug. 2, Rev. Jonathan Burt, in the 55th year of his age. He was born in Bridgewater, Jan. 29, 1788, and graduated at Harvard College in 1781—was settled at Sandwich, April 18, 1787, and dismissed Dec. 25, 1816. bbox=[1289, 346, 1536, 393]
article-paragraph: Mineral Wealth.—We learn from Hill's N. H. Patriot that Dr. Charles T. Jackson, State Geologist, has lately examined a rich vein of cobalt in Dunbarton, every ton of which, in its crude state, he represents to be worth forty dollars, delivered in Boston. It is extensively used in painting. Dr. Jackson says this may be easily mined; it may be taken to Boston by railroad, at an expense probably not exceeding four or five dollars per ton. Dr Jackson is about proceeding to Warner, for the examination of the limestone which is known to exist and has been partially worked at that place.—Boston Atlas. bbox=[1005, 715, 1280, 868]
article-paragraph: Stage Accident.—The Barre Gazette states that the Western stage going into Brattleboro' on Wednesday night last, was upset in Marlboro', and precipitated down a steep bank into Green river, where two of the horses were drowned. There were no passengers, and the driver escaped uninjured. The wedging of the road by recent rains was the cause of the accident. bbox=[426, 1609, 710, 1706]
bankrupt-signature: EPAPHRAS CLARK, Assignee. bbox=[1396, 1546, 1536, 1558]
music-num: 3wis50 bbox=[1783, 1740, 1815, 1752]
left-fragment-lines bbox=[0, 0, 110, 278]
colt-footer bbox=[1289, 1288, 1536, 1301]
ample-body: ALL Demands, however small, which were existing in my favour on the first of last April, must be paid by the first of January next. bbox=[1544, 1322, 1815, 1360]
colt-signature: GERSHOM RODGERS. bbox=[1426, 1275, 1536, 1288]
sheriff-body: TAKEN on execution and will be sold at Public Vendue, on Monday the 26th day of September next, at 1 o'clock in the afternoon, at the house of Green & Cook, Innholders in Hadley, in said County, all the right in equity that ELIJAH E. HAYWARD of said Hadley, had on the 29th day of March 1842, (being the day when the same was attached on mesne process,) of redeeming the several parcels of real estate lying in said Hadley and mortgaged by him to James B. Porter, the Trustees of the Ministerial Fund in said Hadley, and Richard T. Morton, respectively, being the homestead of the said Elijah E. Hayward. Amount of mortgages and terms made known at the time and place of sale. bbox=[1544, 554, 1815, 708]
article-paragraph: Winthrop Atwill, Esq. has dissolved his connection with the Philadelphia Evening Journal, on account of a difference of opinion between himself and his associate editor, R. M. Whitney, on some questions. Whitney is anti-Clay. bbox=[718, 1121, 998, 1190]
article-paragraph: New-York Market, Aug. 20.—The receipts of Flour were light, and prices stiffened a little. New Genesee was rather firm at $5.37 1-2 on Friday; Ohio and Michigan a little less. New Wheat brought $1.00; and several lots of prime old wheat sold from $1.08 to 1.10. Corn and Rye 60 cts. per bushel. Oats 30 to 31. bbox=[718, 407, 998, 491]
plaster-footer bbox=[1544, 850, 1815, 862]
tuition-label: Languages bbox=[1305, 703, 1352, 716]
pens-ad bbox=[1544, 1092, 1815, 1171]
article-paragraph: Fatal Accident.—Last evening, between nine and ten o'clock, a female named Sarah Proctor, who worked in the Boott Mills, started from her bed while asleep, and fell from the second story window of Dr. Holt's Thomsonian Infirmary, on Merrimack-street, and struck the ground head-foremost. She survived only about half an hour. She was between twenty and thirty years of age.—Lowell Courier. bbox=[426, 1381, 710, 1479]
bankrupt-place: Enfield, Aug. 23, 1842. bbox=[1289, 1748, 1392, 1761]
silk-articles bbox=[426, 0, 710, 1750]
ample-place: Ashfield, August 10, 1842. bbox=[1544, 1375, 1662, 1387]
corn-place: July 26. bbox=[1544, 1519, 1579, 1531]
stage-body: THE Stage through Worthington will leave Northampton in time to take the morning train at Hinsdale. Fare reasonable. bbox=[1544, 1031, 1815, 1056]
fragment-line: ER, ESQ. bbox=[0, 0, 46, 13]
article-paragraph: Mr. Lane of In. then moved to reconsider the vote refusing to suspend the rules to permit Mr. McKenran to introduce his resolution, and the motion was sustained. The question then recurred on the motion to suspend the rules for the purpose of receiving said resolution. It was taken by yeas and nays, and resulted as follows—yeas 102, nays 72. Two-thirds not voting in the affirmative, the rules were not suspended. bbox=[129, 550, 419, 647]
crockery-body: PURCHASERS of GOODS in the above line, will do well to call at bbox=[1544, 1887, 1815, 1912]
wanted-footer bbox=[1289, 1465, 1536, 1478]
bankrupt-title: Bankrupt Notice. bbox=[1364, 1583, 1461, 1598]
cocoons-place: Northampton, August 8. bbox=[1289, 1382, 1395, 1395]
director-row bbox=[1544, 247, 1815, 259]
wanted-ad bbox=[1289, 1403, 1536, 1482]
article-paragraph: British Parliament was expected to close its session on the 17th. bbox=[129, 1264, 419, 1292]
article-paragraph: The House then proceeded to consider the vetoed bill, and the question was taken on passing the bill, notwithstanding the President's objections, and resulted as follows—yeas 91, nays 87. Two-thirds not voting in the affirmative, of course the bill was rejected. bbox=[129, 648, 419, 718]
rye-num: istf48 bbox=[1790, 1445, 1815, 1457]
carpeting-ad bbox=[1544, 323, 1815, 516]
article-paragraph: Concert.—Our readers are referred to the advertisement for a concert at the Town Hall this evening. We have no doubt that it will be well worth attending. Mr. Strong is a fine Pianist, and Mons. Underner, is said to be almost unrivalled as a Flutist. bbox=[718, 1277, 998, 1347]
